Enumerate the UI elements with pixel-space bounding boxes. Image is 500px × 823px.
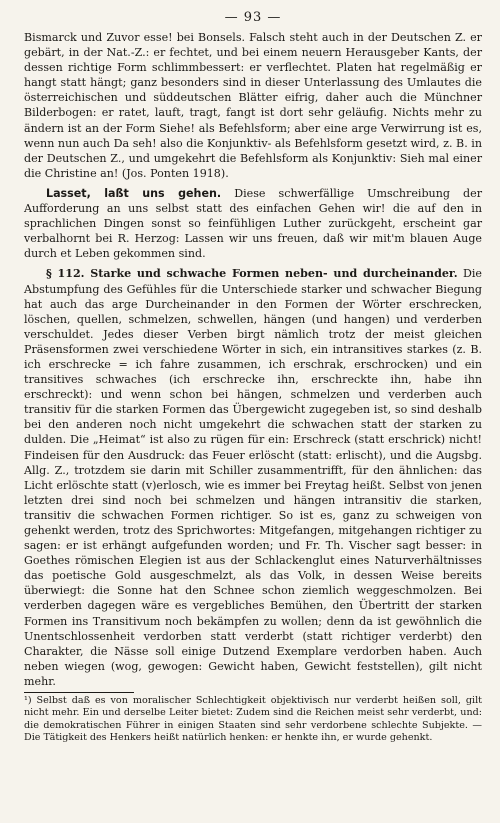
footnote: ¹) Selbst daß es von moralischer Schlechtigkeit objektivisch nur verderbt heißen soll, gilt nicht mehr. Ein und derselbe Leiter bietet: Zudem sind die Reichen meist sehr verderbt, und: die demokratischen Führer in einigen Staaten sind sehr verdorbene schlechte Subjekte. — Die Tätigkeit des Henkers heißt natürlich henken: er henkte ihn, er wurde gehenkt. [24,695,482,744]
footnote-rule [24,692,134,693]
page-number: — 93 — [224,10,282,25]
lasset-heading: Lasset, laßt uns gehen. [46,186,222,200]
section-112-text: Die Abstumpfung des Gefühles für die Unterschiede starker und schwacher Biegung hat auch das arge Durcheinander in den Formen der Wörter erschrecken, löschen, quellen, schmelzen, schwellen, hängen (und hangen) und verderben verschuldet. Jedes dieser Verben birgt nämlich trotz der meist gleichen Präsensformen zwei verschiedene Wörter in sich, ein intransitives starkes (z. B. ich erschrecke = ich fahre zusammen, ich erschrak, erschrocken) und ein transitives schwaches (ich erschrecke ihn, erschreckte ihn, habe ihn erschreckt): und wenn schon bei hängen, schmelzen und verderben auch transitiv für die starken Formen das Übergewicht zugegeben ist, so sind deshalb bei den anderen noch nicht umgekehrt die schwachen statt der starken zu dulden. Die „Heimat“ ist also zu rügen für ein: Erschreck (statt erschrick) nicht! Findeisen für den Ausdruck: das Feuer erlöscht (statt: erlischt), und die Augsbg. Allg. Z., trotzdem sie darin mit Schiller zusammentrifft, für den ähnlichen: das Licht erlöschte statt (v)erlosch, wie es immer bei Freytag heißt. Selbst von jenen letzten drei sind noch bei schmelzen und hängen intransitiv die starken, transitiv die schwachen Formen richtiger. So ist es, ganz zu schweigen von gehenkt werden, trotz des Sprichwortes: Mitgefangen, mitgehangen richtiger zu sagen: er ist erhängt aufgefunden worden; und Fr. Th. Vischer sagt besser: in Goethes römischen Elegien ist aus der Schlackenglut eines Naturverhältnisses das poetische Gold ausgeschmelzt, als das Volk, in dessen Weise bereits überwiegt: die Sonne hat den Schnee schon ziemlich weggeschmolzen. Bei verderben dagegen wäre es vergebliches Bemühen, den Übertritt der starken Formen ins Transitivum noch bekämpfen zu wollen; denn da ist gewöhnlich die Unentschlossenheit verdorben statt verderbt (statt richtiger verderbt) den Charakter, die Nässe soll einige Dutzend Exemplare verdorben haben. Auch neben wiegen (wog, gewogen: Gewicht haben, Gewicht feststellen), gilt nicht mehr. [24,267,482,688]
lasset-text: Diese schwerfällige Umschreibung der Aufforderung an uns selbst statt des einfachen Gehen wir! die auf den in sprachlichen Dingen sonst so feinfühligen Luther zurückgeht, erscheint gar verbalhornt bei R. Herzog: Lassen wir uns freuen, daß wir mit'm blauen Auge durch et Leben gekommen sind. [24,186,483,261]
section-112-title: § 112. Starke und schwache Formen neben- und durcheinander. [46,267,458,281]
section-112 [24,266,482,689]
paragraph-lasset [24,186,482,261]
paragraph-umlaut: Bismarck und Zuvor esse! bei Bonsels. Falsch steht auch in der Deutschen Z. er gebärt, in der Nat.-Z.: er fechtet, und bei einem neuern Herausgeber Kants, der dessen richtige Form schlimmbessert: er verflechtet. Platen hat regelmäßig er hangt statt hängt; ganz besonders sind in dieser Unterlassung des Umlautes die österreichischen und süddeutschen Blätter eifrig, daher auch die Münchner Bilderbogen: er ratet, lauft, tragt, fangt ist dort sehr geläufig. Nichts mehr zu ändern ist an der Form Siehe! als Befehlsform; aber eine arge Verwirrung ist es, wenn nun auch Da seh! also die Konjunktiv- als Befehlsform gesetzt wird, z. B. in der Deutschen Z., und umgekehrt die Befehlsform als Konjunktiv: Sieh mal einer die Christine an! (Jos. Ponten 1918). [24,31,482,180]
